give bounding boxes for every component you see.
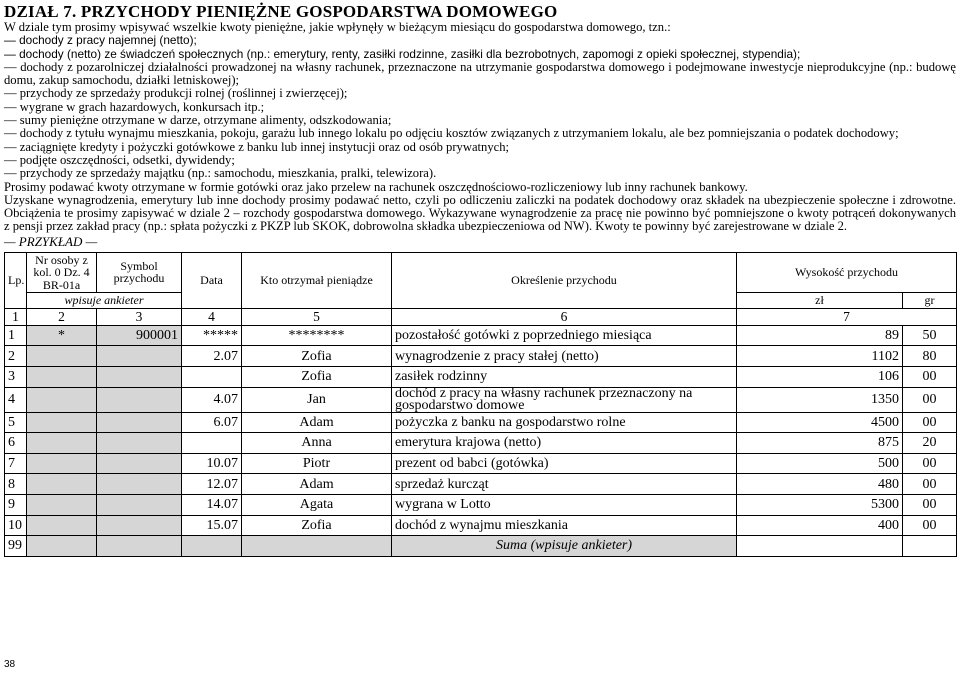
column-number: 3 [97,308,182,325]
row-symbol[interactable] [97,387,182,412]
header-nr-osoby: Nr osoby z kol. 0 Dz. 4 BR-01a [27,252,97,292]
row-data[interactable]: 6.07 [182,412,242,433]
table-row [5,387,957,412]
row-zl[interactable]: 1350 [737,387,903,412]
row-okreslenie[interactable]: sprzedaż kurcząt [392,474,737,495]
row-lp: 8 [5,474,27,495]
header-zl: zł [737,292,903,308]
row-kto[interactable]: Adam [242,412,392,433]
header-lp: Lp. [5,252,27,308]
sum-cell-shaded [27,536,97,557]
column-number: 2 [27,308,97,325]
row-kto[interactable]: ******** [242,325,392,346]
row-symbol[interactable] [97,433,182,454]
intro-bullet: — przychody ze sprzedaży majątku (np.: samochodu, mieszkania, pralki, telewizora). [4,166,437,181]
column-number-row [5,308,957,325]
row-okreslenie[interactable]: pozostałość gotówki z poprzedniego miesiąca [392,325,737,346]
table-row [5,346,957,367]
table-row [5,433,957,454]
row-lp: 2 [5,346,27,367]
section-title: DZIAŁ 7. PRZYCHODY PIENIĘŻNE GOSPODARSTWA DOMOWEGO [4,2,558,21]
row-symbol[interactable] [97,346,182,367]
table-body [5,325,957,535]
row-nr-osoby[interactable]: * [27,325,97,346]
sum-label: Suma (wpisuje ankieter) [392,536,737,557]
sum-row [5,536,957,557]
row-gr[interactable]: 00 [903,412,957,433]
intro-paragraph: Prosimy podawać kwoty otrzymane w formie gotówki oraz jako przelew na rachunek oszczędnościowo-rozliczeniowy lub inny rachunek bankowy. [4,179,748,194]
row-gr[interactable]: 00 [903,494,957,515]
header-data: Data [182,252,242,308]
row-okreslenie[interactable]: pożyczka z banku na gospodarstwo rolne [392,412,737,433]
row-zl[interactable]: 480 [737,474,903,495]
table-row [5,494,957,515]
row-zl[interactable]: 400 [737,515,903,536]
table-row [5,366,957,387]
column-number: 4 [182,308,242,325]
sum-zl-cell[interactable] [737,536,903,557]
row-lp: 9 [5,494,27,515]
row-nr-osoby[interactable] [27,433,97,454]
row-symbol[interactable] [97,412,182,433]
row-zl[interactable]: 500 [737,453,903,474]
row-gr[interactable]: 00 [903,366,957,387]
row-data[interactable]: 2.07 [182,346,242,367]
page-number: 38 [4,659,16,670]
row-nr-osoby[interactable] [27,453,97,474]
row-data[interactable]: ***** [182,325,242,346]
row-symbol[interactable] [97,474,182,495]
row-lp: 6 [5,433,27,454]
row-kto[interactable]: Zofia [242,515,392,536]
example-label: — PRZYKŁAD — [4,233,98,249]
row-okreslenie[interactable]: emerytura krajowa (netto) [392,433,737,454]
row-kto[interactable]: Zofia [242,366,392,387]
table-row [5,474,957,495]
intro-bullet: — podjęte oszczędności, odsetki, dywidendy; [4,152,235,167]
column-number: 5 [242,308,392,325]
row-zl[interactable]: 5300 [737,494,903,515]
intro-bullet: — zaciągnięte kredyty i pożyczki gotówkowe z banku lub innej instytucji oraz od osób prywatnych; [4,139,510,154]
row-lp: 3 [5,366,27,387]
row-data[interactable]: 4.07 [182,387,242,412]
row-lp: 4 [5,387,27,412]
row-symbol[interactable] [97,366,182,387]
row-okreslenie[interactable]: zasiłek rodzinny [392,366,737,387]
row-data[interactable] [182,366,242,387]
row-nr-osoby[interactable] [27,366,97,387]
row-nr-osoby[interactable] [27,515,97,536]
row-nr-osoby[interactable] [27,412,97,433]
header-okreslenie: Określenie przychodu [392,252,737,308]
row-data[interactable]: 12.07 [182,474,242,495]
row-gr[interactable]: 00 [903,474,957,495]
header-wpisuje-ankieter: wpisuje ankieter [27,292,182,308]
table-row [5,453,957,474]
row-gr[interactable]: 00 [903,387,957,412]
row-okreslenie[interactable]: prezent od babci (gotówka) [392,453,737,474]
intro-bullet: — przychody ze sprzedaży produkcji rolnej (roślinnej i zwierzęcej); [4,86,348,101]
row-kto[interactable]: Agata [242,494,392,515]
row-okreslenie[interactable]: wygrana w Lotto [392,494,737,515]
sum-cell-shaded [182,536,242,557]
row-lp: 10 [5,515,27,536]
row-data[interactable]: 14.07 [182,494,242,515]
row-nr-osoby[interactable] [27,494,97,515]
column-number: 7 [737,308,957,325]
header-gr: gr [903,292,957,308]
sum-cell-shaded [242,536,392,557]
row-zl[interactable]: 89 [737,325,903,346]
row-gr[interactable]: 50 [903,325,957,346]
row-kto[interactable]: Anna [242,433,392,454]
row-zl[interactable]: 1102 [737,346,903,367]
row-kto[interactable]: Jan [242,387,392,412]
row-gr[interactable]: 80 [903,346,957,367]
row-symbol[interactable] [97,515,182,536]
column-number: 6 [392,308,737,325]
table-row [5,325,957,346]
row-data[interactable] [182,433,242,454]
row-symbol[interactable] [97,494,182,515]
intro-bullet: — wygrane w grach hazardowych, konkursach itp.; [4,99,265,114]
table-header-row [5,252,957,292]
sum-cell-shaded [97,536,182,557]
row-nr-osoby[interactable] [27,346,97,367]
intro-bullet: — sumy pieniężne otrzymane w darze, otrzymane alimenty, odszkodowania; [4,113,392,128]
row-zl[interactable]: 4500 [737,412,903,433]
income-table [4,252,957,557]
table-row [5,515,957,536]
row-symbol[interactable] [97,453,182,474]
row-nr-osoby[interactable] [27,474,97,495]
row-lp: 5 [5,412,27,433]
row-zl[interactable]: 875 [737,433,903,454]
sum-gr-cell[interactable] [903,536,957,557]
row-gr[interactable]: 00 [903,515,957,536]
row-kto[interactable]: Adam [242,474,392,495]
intro-bullet: — dochody z tytułu wynajmu mieszkania, pokoju, garażu lub innego lokalu po odjęciu kosztów związanych z utrzymaniem lokalu, ale bez pomniejszania o podatek dochodowy; [4,126,899,141]
row-gr[interactable]: 20 [903,433,957,454]
intro-text [4,21,956,234]
row-lp: 1 [5,325,27,346]
intro-bullet: — dochody z pozarolniczej działalności prowadzonej na własny rachunek, przeznaczone na utrzymanie gospodarstwa domowego i podejmowane inwestycje nieprodukcyjne (np.: budowę domu, zakup samochodu, działki letniskowej); [4,59,956,88]
document-page [4,2,956,557]
row-okreslenie[interactable]: dochód z wynajmu mieszkania [392,515,737,536]
intro-paragraph: W dziale tym prosimy wpisywać wszelkie kwoty pieniężne, jakie wpłynęły w bieżącym miesiącu do gospodarstwa domowego, tzn.: [4,20,671,34]
header-symbol: Symbol przychodu [97,252,182,292]
sum-lp: 99 [5,536,27,557]
header-kto: Kto otrzymał pieniądze [242,252,392,308]
column-number: 1 [5,308,27,325]
intro-paragraph: Uzyskane wynagrodzenia, emerytury lub inne dochody prosimy podawać netto, czyli po odliczeniu zaliczki na podatek dochodowy oraz składek na ubezpieczenie społeczne i zdrowotne. Obciążenia te prosimy zapisywać w dziale 2 – rozchody gospodarstwa domowego. Wykazywane wynagrodzenie za pracę nie powinno być pomniejszone o kwoty potrąceń dokonywanych z pensji przez zakład pracy (np.: spłata pożyczki z PKZP lub SKOK, dobrowolna składka ubezpieczeniowa od NW). Kwoty te powinny być zarejestrowane w dziale 2. [4,192,956,234]
table-row [5,412,957,433]
row-gr[interactable]: 00 [903,453,957,474]
row-nr-osoby[interactable] [27,387,97,412]
intro-bullet: — dochody z pracy najemnej (netto); [4,33,197,48]
row-okreslenie[interactable]: wynagrodzenie z pracy stałej (netto) [392,346,737,367]
row-kto[interactable]: Zofia [242,346,392,367]
header-wysokosc: Wysokość przychodu [737,252,957,292]
row-okreslenie[interactable]: dochód z pracy na własny rachunek przeznaczony na gospodarstwo domowe [392,387,737,412]
row-kto[interactable]: Piotr [242,453,392,474]
row-data[interactable]: 15.07 [182,515,242,536]
row-lp: 7 [5,453,27,474]
intro-bullet: — dochody (netto) ze świadczeń społecznych (np.: emerytury, renty, zasiłki rodzinne, zasiłki dla bezrobotnych, zapomogi z opieki społecznej, stypendia); [4,46,801,61]
row-symbol[interactable]: 900001 [97,325,182,346]
row-data[interactable]: 10.07 [182,453,242,474]
row-zl[interactable]: 106 [737,366,903,387]
